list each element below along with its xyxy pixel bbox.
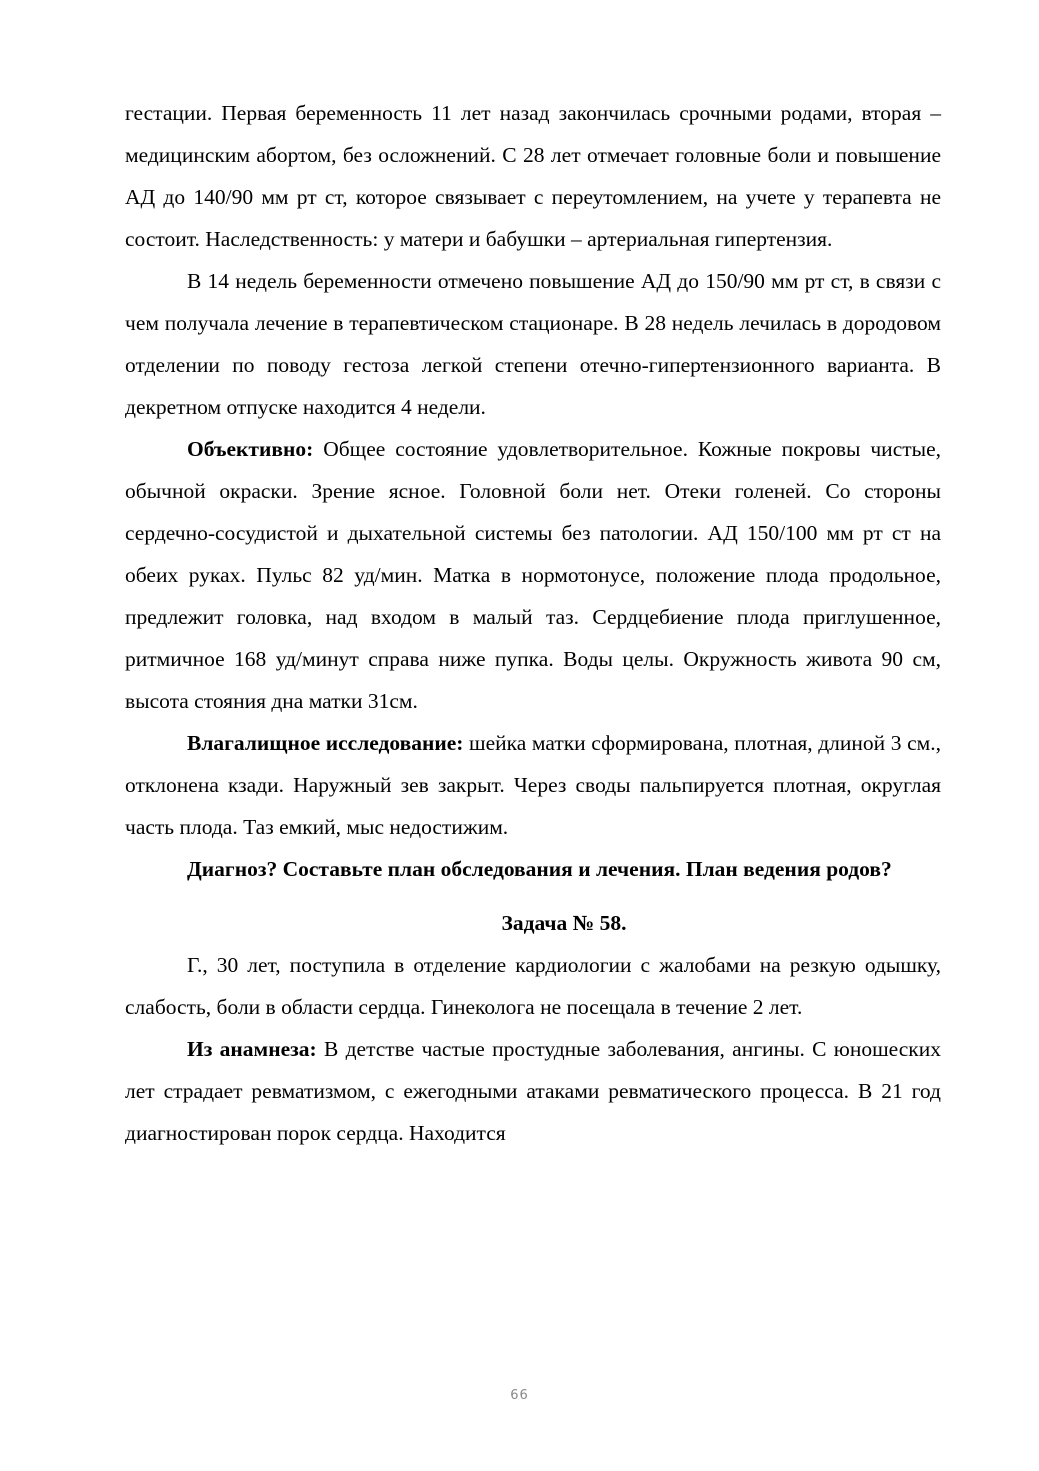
document-body (125, 92, 941, 1154)
objective-text: Общее состояние удовлетворительное. Кожные покровы чистые, обычной окраски. Зрение ясное. Головной боли нет. Отеки голеней. Со стороны сердечно-сосудистой и дыхательной системы без патологии. АД 150/100 мм рт ст на обеих руках. Пульс 82 уд/мин. Матка в нормотонусе, положение плода продольное, предлежит головка, над входом в малый таз. Сердцебиение плода приглушенное, ритмичное 168 уд/минут справа ниже пупка. Воды целы. Окружность живота 90 см, высота стояния дна матки 31см. (125, 437, 941, 713)
anamnesis-label: Из анамнеза: (187, 1037, 317, 1061)
paragraph-objective (125, 428, 941, 722)
objective-label: Объективно: (187, 437, 314, 461)
paragraph-vaginal-exam (125, 722, 941, 848)
paragraph-complaints: Г., 30 лет, поступила в отделение кардиологии с жалобами на резкую одышку, слабость, боли в области сердца. Гинеколога не посещала в течение 2 лет. (125, 953, 941, 1019)
paragraph-question: Диагноз? Составьте план обследования и лечения. План ведения родов? (187, 857, 892, 881)
paragraph-anamnesis (125, 1028, 941, 1154)
paragraph-history: гестации. Первая беременность 11 лет назад закончилась срочными родами, вторая – медицинским абортом, без осложнений. С 28 лет отмечает головные боли и повышение АД до 140/90 мм рт ст, которое связывает с переутомлением, на учете у терапевта не состоит. Наследственность: у матери и бабушки – артериальная гипертензия. (125, 101, 941, 251)
paragraph-pregnancy-course: В 14 недель беременности отмечено повышение АД до 150/90 мм рт ст, в связи с чем получала лечение в терапевтическом стационаре. В 28 недель лечилась в дородовом отделении по поводу гестоза легкой степени отечно-гипертензионного варианта. В декретном отпуске находится 4 недели. (125, 269, 941, 419)
vaginal-exam-text: шейка матки сформирована, плотная, длиной 3 см., отклонена кзади. Наружный зев закрыт. Через своды пальпируется плотная, округлая часть плода. Таз емкий, мыс недостижим. (125, 731, 941, 839)
task-title: Задача № 58. (501, 911, 627, 935)
page-number: 66 (510, 1388, 529, 1403)
anamnesis-text: В детстве частые простудные заболевания, ангины. С юношеских лет страдает ревматизмом, с ежегодными атаками ревматического процесса. В 21 год диагностирован порок сердца. Находится (125, 1037, 941, 1145)
vaginal-exam-label: Влагалищное исследование: (187, 731, 464, 755)
